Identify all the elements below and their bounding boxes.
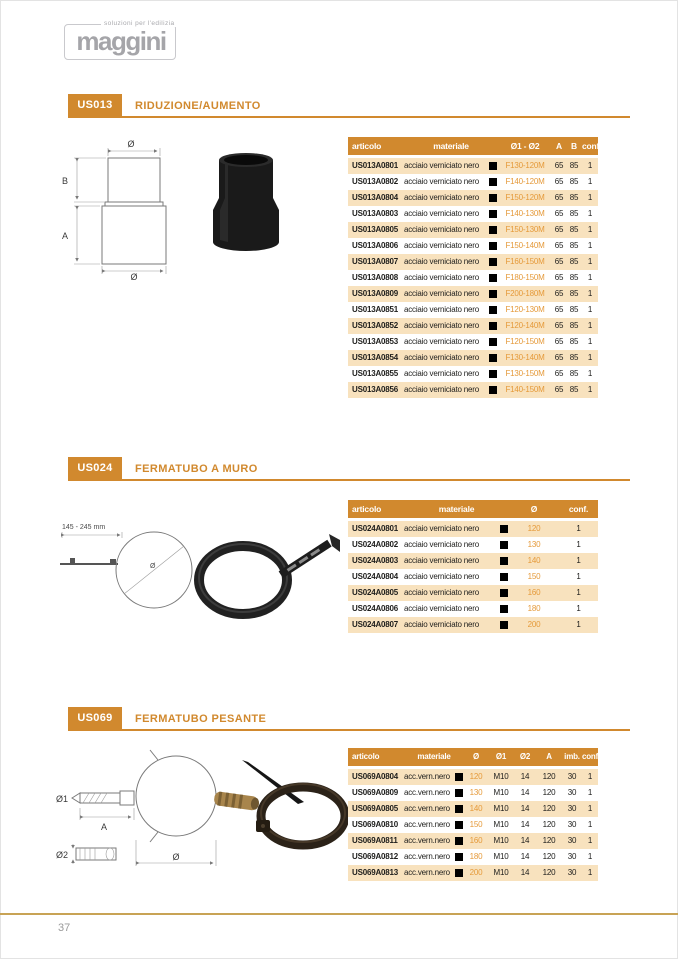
column-header: materiale [433, 141, 469, 151]
table-cell: 120 [527, 524, 541, 533]
table-cell: US024A0805 [352, 588, 399, 597]
table-cell: 14 [520, 868, 530, 877]
table-row [348, 382, 598, 398]
table-cell: acc.vern.nero [404, 817, 464, 833]
table-cell: 1 [587, 305, 593, 314]
column-header: conf. [568, 504, 589, 514]
column-header: A [546, 752, 552, 761]
column-header: Ø1 - Ø2 [510, 141, 540, 151]
table-cell: acciaio verniciato nero [404, 222, 498, 238]
table-row [348, 769, 598, 785]
table-cell: F150-130M [505, 225, 545, 234]
table-cell: acciaio verniciato nero [404, 206, 498, 222]
table-cell: 14 [520, 852, 530, 861]
table-cell: 120 [542, 852, 556, 861]
table-cell: acc.vern.nero [404, 849, 464, 865]
us024-technical-drawing [60, 518, 198, 623]
table-cell: US013A0852 [352, 321, 399, 330]
table-cell: M10 [493, 852, 509, 861]
table-cell: M10 [493, 772, 509, 781]
table-cell: 85 [569, 289, 579, 298]
table-cell: acciaio verniciato nero [404, 350, 498, 366]
section-header-us024 [68, 458, 630, 481]
table-cell: US024A0803 [352, 556, 399, 565]
table-cell: 85 [569, 225, 579, 234]
table-cell: 1 [587, 193, 593, 202]
dim-label-a: A [100, 822, 108, 832]
table-cell: 140 [469, 804, 483, 813]
table-cell: 150 [527, 572, 541, 581]
table-cell: acciaio verniciato nero [404, 537, 509, 553]
table-cell: 65 [554, 257, 564, 266]
table-cell: M10 [493, 820, 509, 829]
table-cell: 120 [542, 772, 556, 781]
table-cell: US024A0807 [352, 620, 399, 629]
table-cell: 1 [576, 556, 581, 565]
table-cell: 1 [576, 620, 581, 629]
table-cell: US013A0806 [352, 241, 399, 250]
table-cell: acc.vern.nero [404, 785, 464, 801]
table-cell: 1 [587, 241, 593, 250]
table-cell: acc.vern.nero [404, 801, 464, 817]
table-cell: F120-130M [505, 305, 545, 314]
table-row [348, 174, 598, 190]
table-cell: 160 [527, 588, 541, 597]
table-cell: US069A0805 [352, 804, 399, 813]
column-header: A [556, 141, 562, 151]
table-row [348, 617, 598, 633]
table-cell: 1 [576, 540, 581, 549]
section-code-badge: US024 [68, 457, 122, 480]
table-cell: 180 [527, 604, 541, 613]
table-cell: 65 [554, 353, 564, 362]
table-cell: 1 [587, 772, 593, 781]
table-cell: acciaio verniciato nero [404, 553, 509, 569]
section-code-badge: US013 [68, 94, 122, 117]
logo-brand: maggini [76, 26, 166, 56]
column-header: conf. [582, 141, 602, 151]
table-row [348, 585, 598, 601]
table-cell: F200-180M [505, 289, 545, 298]
table-cell: acciaio verniciato nero [404, 190, 498, 206]
table-cell: acciaio verniciato nero [404, 158, 498, 174]
table-cell: 120 [542, 788, 556, 797]
table-cell: 65 [554, 385, 564, 394]
table-header-row [348, 748, 601, 766]
column-header: articolo [352, 504, 382, 514]
dim-label-b: B [62, 176, 69, 186]
table-cell: 85 [569, 209, 579, 218]
table-cell: acciaio verniciato nero [404, 366, 498, 382]
table-row [348, 849, 598, 865]
dim-label-top-diameter: Ø [127, 139, 135, 149]
table-cell: 1 [576, 604, 581, 613]
table-cell: 1 [587, 369, 593, 378]
table-cell: US013A0808 [352, 273, 399, 282]
table-row [348, 817, 598, 833]
table-cell: 1 [576, 588, 581, 597]
section-title: RIDUZIONE/AUMENTO [135, 99, 261, 112]
table-cell: 65 [554, 225, 564, 234]
table-cell: 85 [569, 369, 579, 378]
table-row [348, 318, 598, 334]
table-cell: 30 [567, 772, 577, 781]
table-row [348, 286, 598, 302]
table-cell: US069A0809 [352, 788, 399, 797]
table-cell: 65 [554, 337, 564, 346]
table-cell: 1 [587, 788, 593, 797]
table-cell: US069A0804 [352, 772, 399, 781]
table-cell: F130-140M [505, 353, 545, 362]
column-header: Ø2 [519, 752, 531, 761]
table-cell: 65 [554, 177, 564, 186]
table-cell: 30 [567, 868, 577, 877]
table-cell: acciaio verniciato nero [404, 270, 498, 286]
table-cell: 85 [569, 385, 579, 394]
table-cell: US024A0804 [352, 572, 399, 581]
table-cell: F130-150M [505, 369, 545, 378]
table-cell: 150 [469, 820, 483, 829]
table-row [348, 601, 598, 617]
table-cell: 1 [587, 273, 593, 282]
dim-label-d1: Ø1 [56, 794, 69, 804]
us024-table [348, 500, 598, 633]
table-cell: 1 [587, 337, 593, 346]
table-cell: 65 [554, 241, 564, 250]
table-cell: 85 [569, 305, 579, 314]
dim-label-diameter: Ø [172, 852, 180, 862]
table-cell: 1 [587, 852, 593, 861]
column-header: articolo [352, 141, 382, 151]
section-header-us013 [68, 95, 630, 118]
table-cell: 65 [554, 273, 564, 282]
table-row [348, 270, 598, 286]
us013-table [348, 137, 602, 398]
column-header: conf. [582, 752, 601, 761]
table-row [348, 158, 598, 174]
table-cell: acciaio verniciato nero [404, 174, 498, 190]
table-cell: 85 [569, 337, 579, 346]
table-cell: US013A0805 [352, 225, 399, 234]
table-cell: acciaio verniciato nero [404, 254, 498, 270]
maggini-logo [64, 20, 176, 60]
table-cell: 180 [469, 852, 483, 861]
table-cell: US013A0809 [352, 289, 399, 298]
table-cell: 14 [520, 804, 530, 813]
table-cell: acciaio verniciato nero [404, 601, 509, 617]
table-cell: 120 [542, 804, 556, 813]
table-row [348, 206, 598, 222]
table-row [348, 302, 598, 318]
table-row [348, 537, 598, 553]
section-code-badge: US069 [68, 707, 122, 730]
table-cell: 1 [587, 289, 593, 298]
table-cell: US024A0802 [352, 540, 399, 549]
table-cell: US069A0810 [352, 820, 399, 829]
table-cell: US013A0851 [352, 305, 399, 314]
table-cell: 85 [569, 353, 579, 362]
table-cell: 85 [569, 193, 579, 202]
table-cell: acciaio verniciato nero [404, 334, 498, 350]
table-cell: 1 [587, 353, 593, 362]
table-cell: 120 [542, 868, 556, 877]
table-cell: acciaio verniciato nero [404, 585, 509, 601]
table-cell: 85 [569, 161, 579, 170]
table-cell: US013A0854 [352, 353, 399, 362]
dim-label-bottom-diameter: Ø [130, 272, 138, 280]
table-cell: US013A0807 [352, 257, 399, 266]
table-cell: US024A0801 [352, 524, 399, 533]
table-cell: 14 [520, 788, 530, 797]
page-number: 37 [58, 922, 71, 934]
table-cell: 85 [569, 273, 579, 282]
table-cell: 1 [587, 225, 593, 234]
column-header: B [571, 141, 577, 151]
table-cell: 130 [527, 540, 541, 549]
us013-technical-drawing [60, 138, 195, 280]
section-title: FERMATUBO A MURO [135, 462, 258, 475]
table-cell: M10 [493, 836, 509, 845]
table-cell: acc.vern.nero [404, 833, 464, 849]
table-cell: US013A0855 [352, 369, 399, 378]
table-cell: 120 [469, 772, 483, 781]
table-cell: acciaio verniciato nero [404, 569, 509, 585]
table-cell: 85 [569, 321, 579, 330]
table-cell: F140-120M [505, 177, 545, 186]
table-cell: 120 [542, 820, 556, 829]
column-header: articolo [352, 752, 380, 761]
table-cell: M10 [493, 868, 509, 877]
table-row [348, 553, 598, 569]
table-cell: acciaio verniciato nero [404, 286, 498, 302]
column-header: Ø1 [495, 752, 507, 761]
table-cell: F160-150M [505, 257, 545, 266]
us024-product-photo [190, 522, 340, 622]
table-cell: 1 [587, 804, 593, 813]
table-cell: F140-130M [505, 209, 545, 218]
table-cell: acciaio verniciato nero [404, 382, 498, 398]
table-cell: F120-150M [505, 337, 545, 346]
us069-product-photo [208, 752, 348, 864]
table-cell: acciaio verniciato nero [404, 318, 498, 334]
column-header: Ø [530, 504, 538, 514]
table-cell: US013A0853 [352, 337, 399, 346]
table-cell: acc.vern.nero [404, 865, 464, 881]
table-cell: 1 [587, 161, 593, 170]
table-cell: 85 [569, 177, 579, 186]
table-cell: 1 [587, 868, 593, 877]
table-header-row [348, 137, 602, 155]
table-cell: 30 [567, 820, 577, 829]
table-cell: US013A0801 [352, 161, 399, 170]
column-header: materiale [417, 752, 451, 761]
table-cell: 65 [554, 209, 564, 218]
dim-label-diameter: Ø [150, 563, 156, 570]
table-cell: F150-140M [505, 241, 545, 250]
table-cell: 140 [527, 556, 541, 565]
table-cell: 1 [587, 209, 593, 218]
table-cell: 14 [520, 820, 530, 829]
section-title: FERMATUBO PESANTE [135, 712, 267, 725]
us069-technical-drawing [56, 748, 226, 873]
section-header-us069 [68, 708, 630, 731]
table-cell: M10 [493, 804, 509, 813]
table-row [348, 366, 598, 382]
table-cell: 1 [587, 820, 593, 829]
table-cell: 1 [587, 321, 593, 330]
table-cell: 1 [587, 836, 593, 845]
table-cell: 30 [567, 788, 577, 797]
table-cell: F140-150M [505, 385, 545, 394]
dim-label-a: A [62, 231, 69, 241]
table-cell: 85 [569, 241, 579, 250]
table-cell: US069A0813 [352, 868, 399, 877]
table-cell: US024A0806 [352, 604, 399, 613]
table-cell: acciaio verniciato nero [404, 238, 498, 254]
table-cell: acc.vern.nero [404, 769, 464, 785]
table-cell: 85 [569, 257, 579, 266]
us013-product-photo [203, 148, 288, 253]
table-cell: 65 [554, 305, 564, 314]
column-header: materiale [438, 504, 475, 514]
table-cell: 30 [567, 852, 577, 861]
table-row [348, 222, 598, 238]
table-cell: US013A0804 [352, 193, 399, 202]
dim-label-d2: Ø2 [56, 850, 69, 860]
table-cell: US069A0812 [352, 852, 399, 861]
table-cell: 200 [527, 620, 541, 629]
table-cell: 65 [554, 321, 564, 330]
table-cell: 14 [520, 772, 530, 781]
table-cell: 65 [554, 369, 564, 378]
table-cell: acciaio verniciato nero [404, 302, 498, 318]
table-cell: 1 [587, 385, 593, 394]
table-cell: 65 [554, 193, 564, 202]
table-row [348, 801, 598, 817]
table-cell: 1 [576, 572, 581, 581]
logo-tagline: soluzioni per l'edilizia [101, 20, 177, 27]
table-cell: 65 [554, 289, 564, 298]
table-row [348, 334, 598, 350]
column-header: imb. [564, 752, 580, 761]
dim-label-range: 145 - 245 mm [62, 524, 106, 531]
table-cell: US069A0811 [352, 836, 398, 845]
table-header-row [348, 500, 598, 518]
footer-divider [0, 913, 678, 915]
us069-table [348, 748, 601, 881]
table-cell: 120 [542, 836, 556, 845]
table-row [348, 569, 598, 585]
table-row [348, 238, 598, 254]
table-cell: 30 [567, 804, 577, 813]
table-cell: F120-140M [505, 321, 545, 330]
table-row [348, 190, 598, 206]
table-row [348, 785, 598, 801]
table-row [348, 833, 598, 849]
table-cell: US013A0856 [352, 385, 399, 394]
table-cell: 30 [567, 836, 577, 845]
table-cell: 65 [554, 161, 564, 170]
table-cell: M10 [493, 788, 509, 797]
table-cell: 1 [587, 177, 593, 186]
table-cell: 200 [469, 868, 483, 877]
table-cell: F150-120M [505, 193, 545, 202]
table-row [348, 521, 598, 537]
table-cell: US013A0803 [352, 209, 399, 218]
table-cell: F130-120M [505, 161, 545, 170]
table-cell: 14 [520, 836, 530, 845]
table-cell: 160 [469, 836, 483, 845]
table-cell: 130 [469, 788, 483, 797]
table-cell: 1 [587, 257, 593, 266]
table-row [348, 350, 598, 366]
table-row [348, 254, 598, 270]
table-cell: 1 [576, 524, 581, 533]
table-cell: F180-150M [505, 273, 545, 282]
table-cell: acciaio verniciato nero [404, 521, 509, 537]
table-row [348, 865, 598, 881]
table-cell: acciaio verniciato nero [404, 617, 509, 633]
column-header: Ø [472, 752, 480, 761]
table-cell: US013A0802 [352, 177, 399, 186]
